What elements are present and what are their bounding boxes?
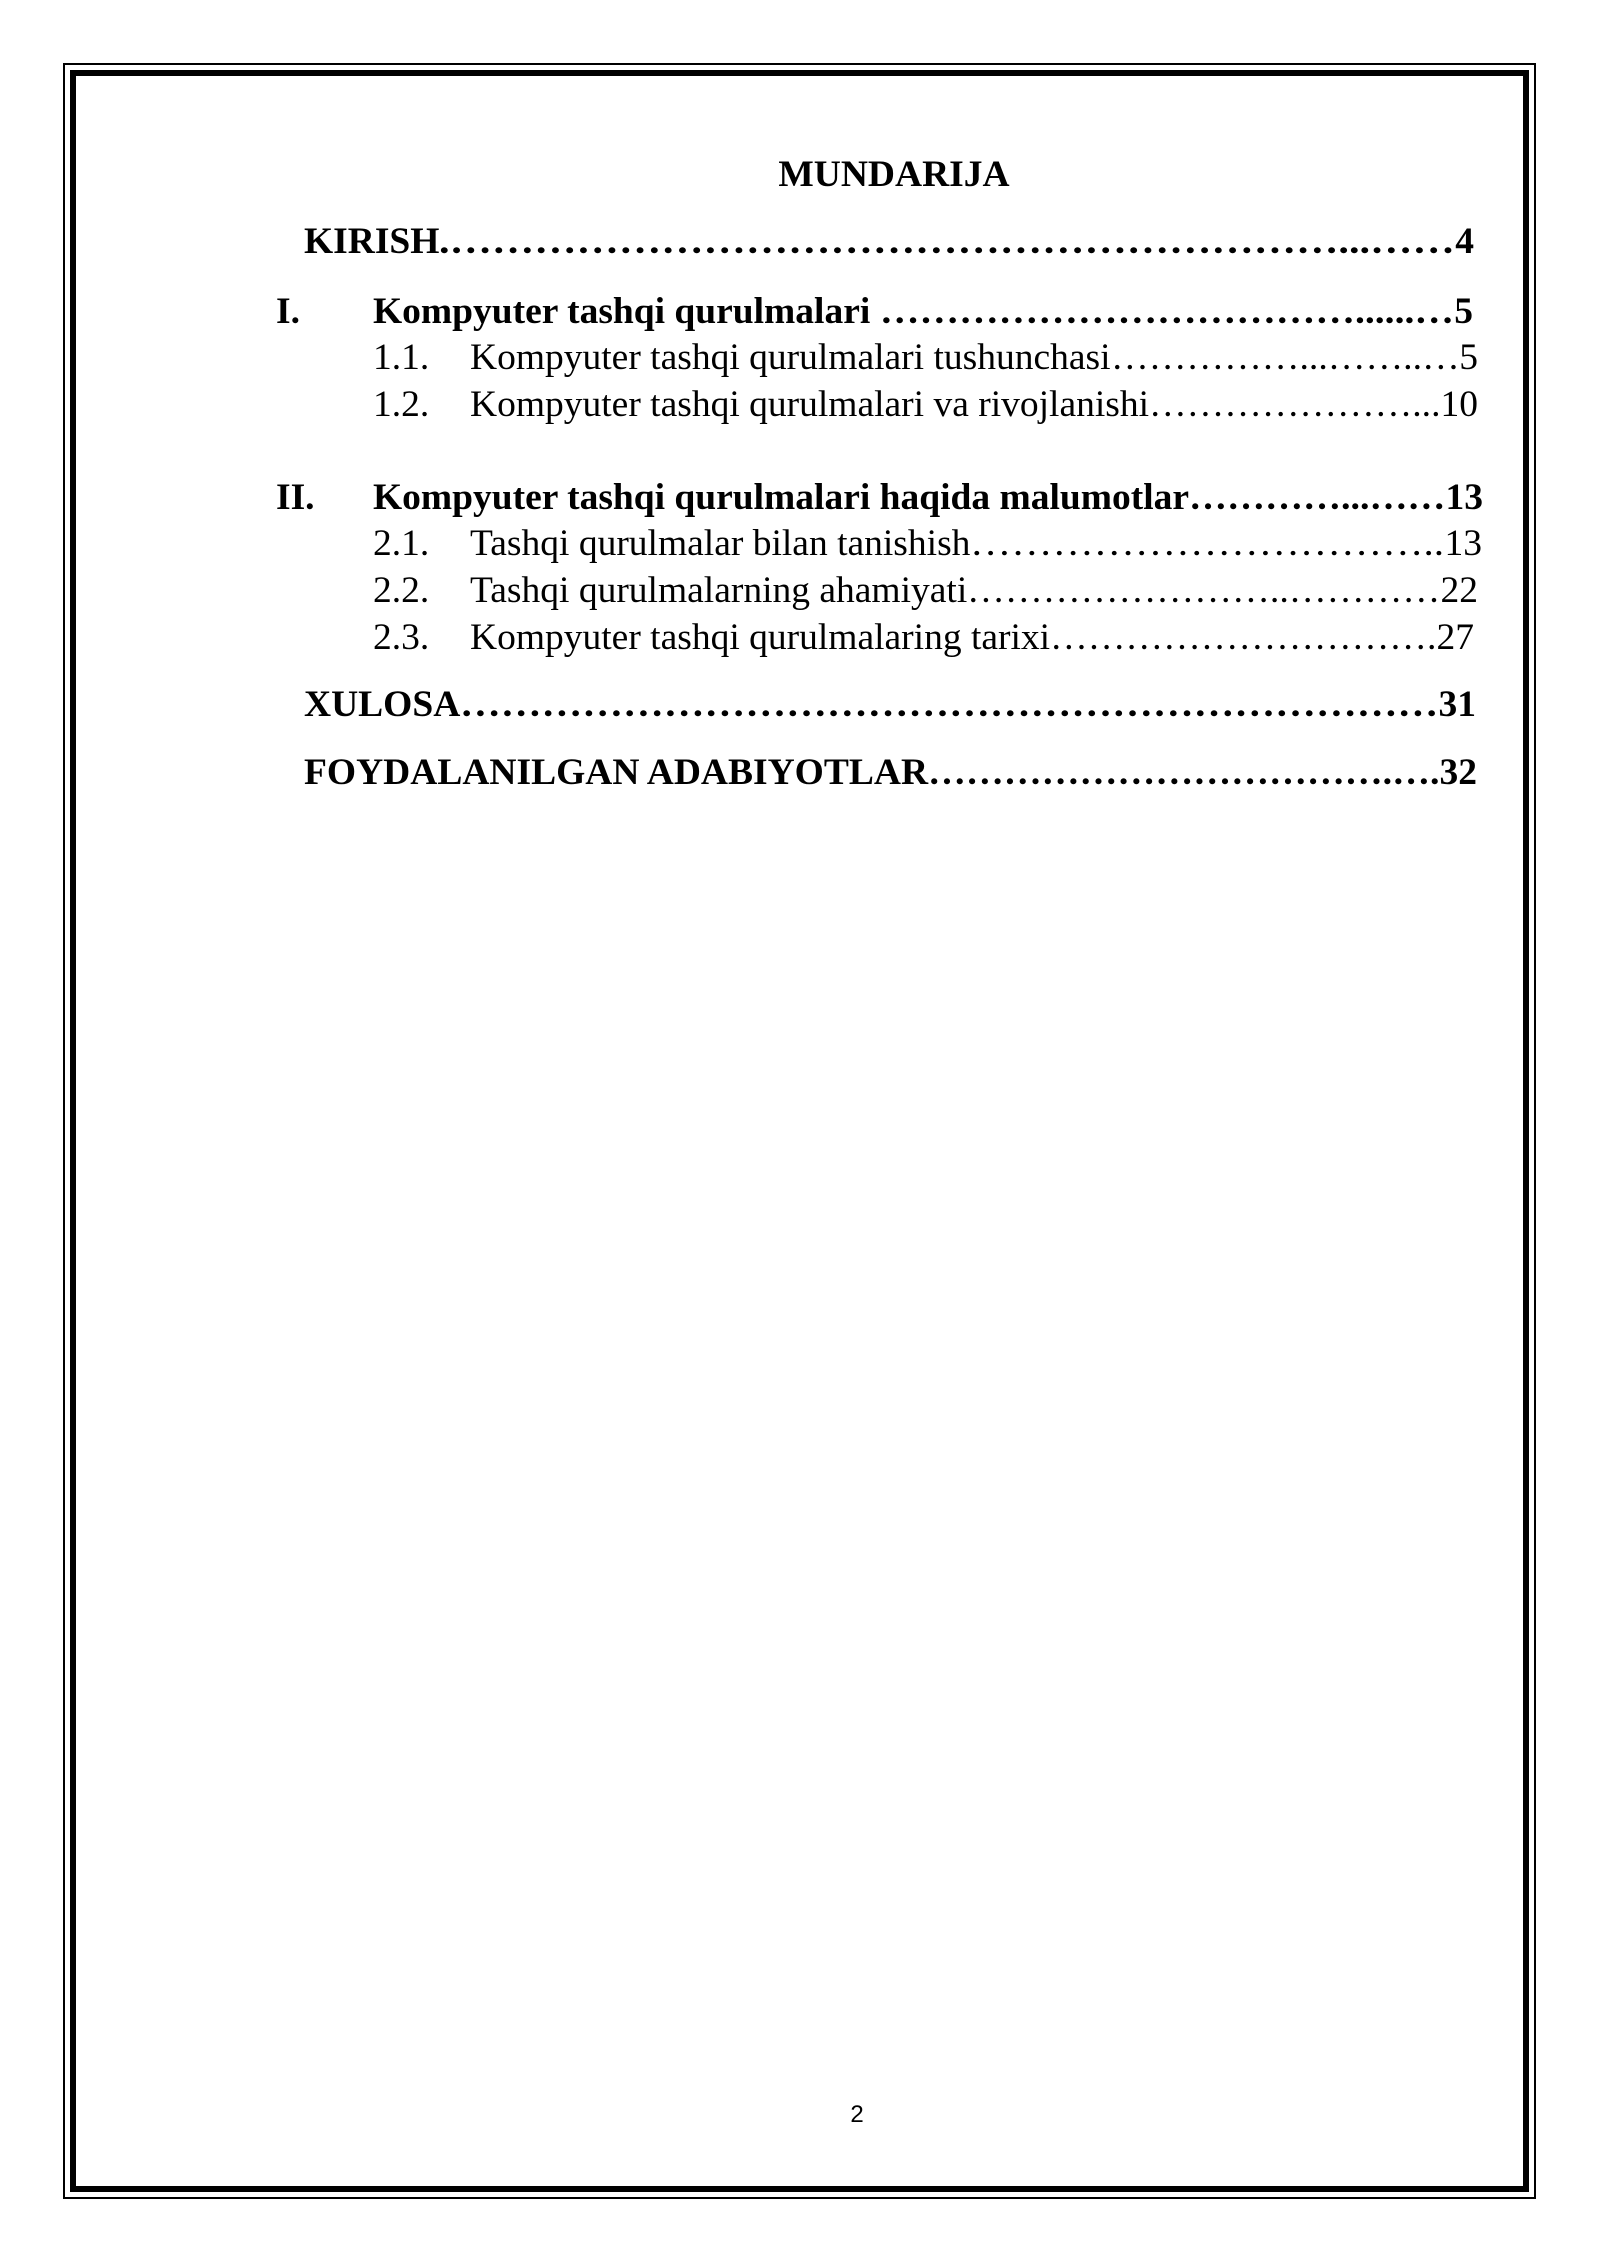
toc-dot-leader-text: …………………………. xyxy=(1050,617,1437,658)
toc-page-ref: 5 xyxy=(1459,337,1478,378)
toc-entry-number: 2.3. xyxy=(373,617,430,658)
toc-entry-xulosa xyxy=(304,683,1476,727)
toc-entry-number: 1.1. xyxy=(373,337,430,378)
toc-entry-title: KIRISH xyxy=(304,221,440,262)
toc-page-ref: 32 xyxy=(1439,752,1477,793)
toc-page-ref: 13 xyxy=(1445,477,1483,518)
toc-entry-chapter-1 xyxy=(276,290,1473,334)
toc-dot-leader xyxy=(970,522,1444,566)
toc-dot-leader xyxy=(1149,383,1440,427)
toc-page-ref: 13 xyxy=(1444,523,1482,564)
toc-entry-references xyxy=(304,751,1477,795)
toc-page-ref: 4 xyxy=(1455,221,1474,262)
toc-dot-leader xyxy=(460,683,1438,727)
toc-page-ref: 22 xyxy=(1440,570,1478,611)
toc-entry-title: Kompyuter tashqi qurulmalari haqida malumotlar xyxy=(373,477,1190,518)
toc-entry-title: FOYDALANILGAN ADABIYOTLAR xyxy=(304,752,929,793)
toc-entry-section-2-2 xyxy=(373,569,1478,613)
toc-entry-kirish xyxy=(304,220,1474,264)
toc-entry-title: Kompyuter tashqi qurulmalari va rivojlanishi xyxy=(470,384,1150,425)
toc-entry-number: I. xyxy=(276,291,300,332)
toc-dot-leader-text: ……………………………….…. xyxy=(928,752,1440,793)
toc-dot-leader-text: …………………………….. xyxy=(970,523,1445,564)
toc-entry-title: Kompyuter tashqi qurulmalaring tarixi xyxy=(470,617,1051,658)
toc-page-ref: 10 xyxy=(1440,384,1478,425)
toc-dot-leader xyxy=(1189,476,1445,520)
toc-dot-leader-text: …………...…… xyxy=(1189,477,1446,518)
toc-dot-leader-text: ………………………………......… xyxy=(870,291,1455,332)
toc-entry-number: 2.1. xyxy=(373,523,430,564)
toc-entry-title: Kompyuter tashqi qurulmalari tushunchasi xyxy=(470,337,1111,378)
toc-page-ref: 27 xyxy=(1436,617,1474,658)
toc-dot-leader-text: .………………………………………………………...…… xyxy=(439,221,1456,262)
toc-dot-leader xyxy=(967,569,1440,613)
toc-entry-number: II. xyxy=(276,477,315,518)
toc-entry-title: XULOSA xyxy=(304,684,461,725)
page-number: 2 xyxy=(850,2101,864,2128)
toc-entry-number: 2.2. xyxy=(373,570,430,611)
toc-entry-title: Kompyuter tashqi qurulmalari xyxy=(373,291,871,332)
toc-page-ref: 5 xyxy=(1454,291,1473,332)
toc-entry-title: Tashqi qurulmalar bilan tanishish xyxy=(470,523,971,564)
toc-dot-leader-text: ……………...……..… xyxy=(1110,337,1460,378)
toc-dot-leader xyxy=(1050,616,1436,660)
toc-entry-title: Tashqi qurulmalarning ahamiyati xyxy=(470,570,968,611)
toc-dot-leader-text: ……………………………………………………………… xyxy=(460,684,1439,725)
toc-heading: MUNDARIJA xyxy=(778,154,1010,195)
toc-entry-section-1-2 xyxy=(373,383,1478,427)
toc-dot-leader xyxy=(870,290,1454,334)
toc-dot-leader-text: ……………………..………… xyxy=(967,570,1441,611)
toc-dot-leader xyxy=(928,751,1439,795)
toc-dot-leader xyxy=(439,220,1455,264)
toc-entry-section-2-1 xyxy=(373,522,1482,566)
toc-entry-number: 1.2. xyxy=(373,384,430,425)
toc-entry-section-2-3 xyxy=(373,616,1474,660)
toc-dot-leader xyxy=(1111,336,1460,380)
toc-dot-leader-text: …………………... xyxy=(1149,384,1441,425)
toc-entry-section-1-1 xyxy=(373,336,1478,380)
toc-entry-chapter-2 xyxy=(276,476,1483,520)
toc-page-ref: 31 xyxy=(1438,684,1476,725)
